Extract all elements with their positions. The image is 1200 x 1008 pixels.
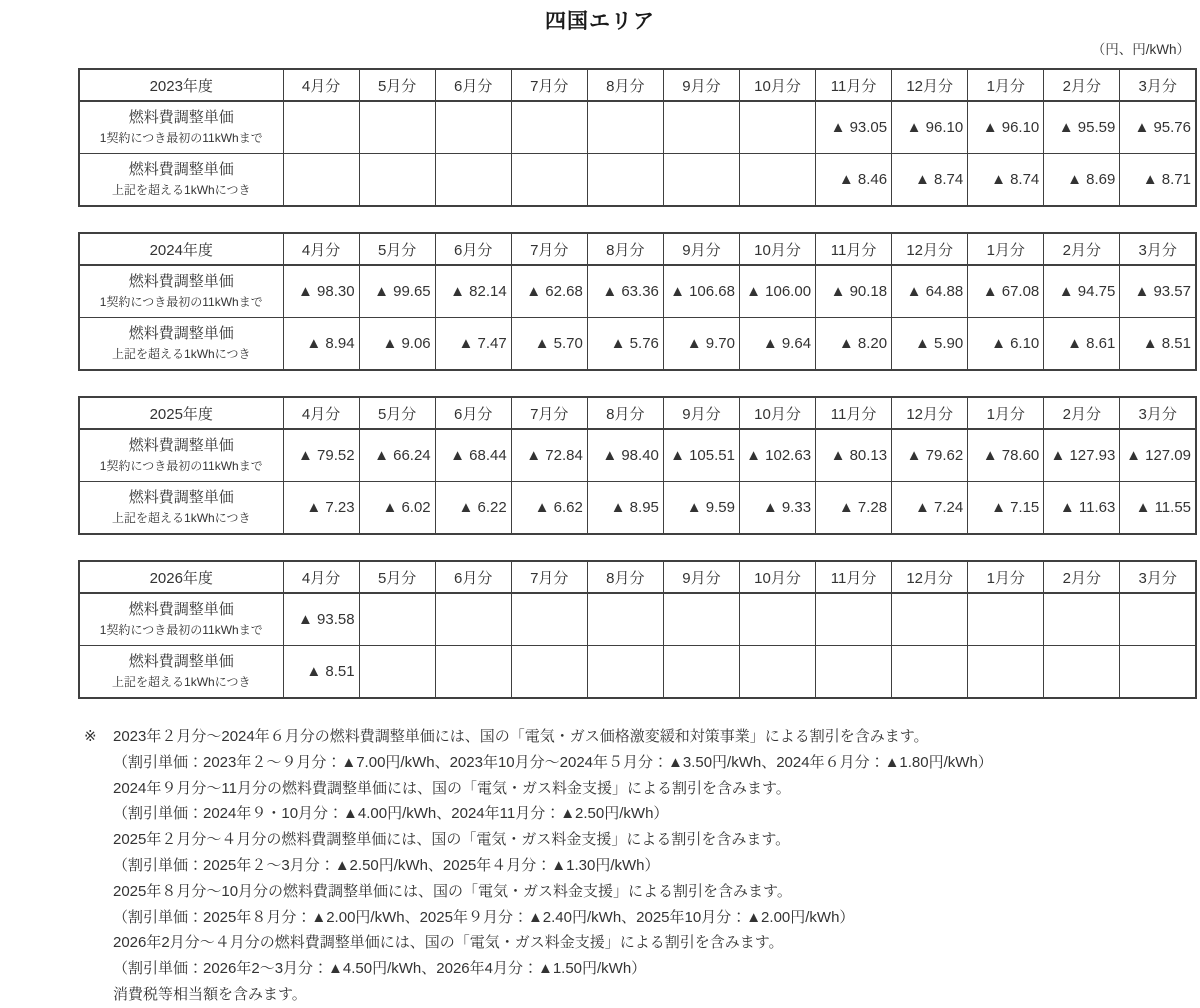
price-cell: ▲ 6.22: [435, 482, 511, 535]
price-cell: ▲ 5.70: [511, 318, 587, 371]
month-header: 10月分: [739, 397, 815, 429]
row-label-second-tier: [79, 318, 283, 371]
price-cell: ▲ 95.76: [1120, 101, 1196, 154]
price-cell: [663, 646, 739, 699]
month-header: 9月分: [663, 397, 739, 429]
month-header: 9月分: [663, 233, 739, 265]
row-label-second-tier: [79, 154, 283, 207]
month-header: 8月分: [587, 397, 663, 429]
price-cell: ▲ 98.40: [587, 429, 663, 482]
price-cell: ▲ 96.10: [968, 101, 1044, 154]
month-header: 10月分: [739, 69, 815, 101]
month-header: 4月分: [283, 233, 359, 265]
year-label: 2026年度: [79, 561, 283, 593]
price-cell: [587, 646, 663, 699]
price-cell: [587, 101, 663, 154]
price-cell: [739, 646, 815, 699]
price-cell: ▲ 96.10: [892, 101, 968, 154]
row-label-sub: 上記を超える1kWhにつき: [112, 675, 251, 689]
price-cell: ▲ 8.20: [816, 318, 892, 371]
price-cell: [435, 154, 511, 207]
row-label-main: 燃料費調整単価: [128, 437, 234, 454]
row-label-sub: 上記を超える1kWhにつき: [112, 347, 251, 361]
price-cell: ▲ 93.57: [1120, 265, 1196, 318]
footnote-line: （割引単価：2026年2～3月分：▲4.50円/kWh、2026年4月分：▲1.50円/kWh）: [113, 960, 647, 978]
footnote-line: 2025年２月分～４月分の燃料費調整単価には、国の「電気・ガス料金支援」による割引を含みます。: [113, 831, 791, 849]
price-cell: [511, 593, 587, 646]
price-cell: ▲ 7.47: [435, 318, 511, 371]
month-header: 1月分: [968, 397, 1044, 429]
price-cell: ▲ 72.84: [511, 429, 587, 482]
month-header: 1月分: [968, 233, 1044, 265]
price-cell: [435, 593, 511, 646]
month-header: 7月分: [511, 233, 587, 265]
month-header: 7月分: [511, 561, 587, 593]
price-cell: ▲ 62.68: [511, 265, 587, 318]
month-header: 11月分: [816, 397, 892, 429]
month-header: 3月分: [1120, 233, 1196, 265]
price-cell: [283, 101, 359, 154]
month-header: 8月分: [587, 561, 663, 593]
month-header: 7月分: [511, 69, 587, 101]
month-header: 5月分: [359, 397, 435, 429]
month-header: 11月分: [816, 69, 892, 101]
row-label-first-tier: [79, 101, 283, 154]
row-label-first-tier: [79, 593, 283, 646]
price-cell: ▲ 8.51: [1120, 318, 1196, 371]
row-label-sub: 1契約につき最初の11kWhまで: [99, 623, 263, 637]
month-header: 2月分: [1044, 397, 1120, 429]
row-label-sub: 1契約につき最初の11kWhまで: [99, 295, 263, 309]
price-cell: ▲ 6.10: [968, 318, 1044, 371]
price-cell: [663, 154, 739, 207]
month-header: 10月分: [739, 233, 815, 265]
year-label: 2023年度: [79, 69, 283, 101]
month-header: 11月分: [816, 561, 892, 593]
price-cell: [892, 646, 968, 699]
price-cell: ▲ 64.88: [892, 265, 968, 318]
price-cell: [511, 154, 587, 207]
price-cell: ▲ 106.68: [663, 265, 739, 318]
row-label-second-tier: [79, 482, 283, 535]
price-cell: ▲ 7.28: [816, 482, 892, 535]
price-cell: [739, 593, 815, 646]
price-cell: ▲ 93.58: [283, 593, 359, 646]
row-label-main: 燃料費調整単価: [128, 161, 234, 178]
price-cell: ▲ 7.24: [892, 482, 968, 535]
month-header: 8月分: [587, 233, 663, 265]
month-header: 6月分: [435, 397, 511, 429]
price-cell: ▲ 8.74: [892, 154, 968, 207]
price-cell: [1044, 646, 1120, 699]
month-header: 5月分: [359, 561, 435, 593]
price-cell: ▲ 67.08: [968, 265, 1044, 318]
unit-note: （円、円/kWh）: [1091, 42, 1190, 57]
row-label-main: 燃料費調整単価: [128, 601, 234, 618]
month-header: 2月分: [1044, 233, 1120, 265]
row-label-main: 燃料費調整単価: [128, 273, 234, 290]
month-header: 8月分: [587, 69, 663, 101]
price-cell: ▲ 127.09: [1120, 429, 1196, 482]
month-header: 3月分: [1120, 397, 1196, 429]
price-cell: ▲ 7.23: [283, 482, 359, 535]
row-label-first-tier: [79, 265, 283, 318]
price-cell: ▲ 8.46: [816, 154, 892, 207]
month-header: 1月分: [968, 561, 1044, 593]
price-cell: ▲ 6.62: [511, 482, 587, 535]
price-cell: [1120, 646, 1196, 699]
price-cell: ▲ 106.00: [739, 265, 815, 318]
price-cell: ▲ 11.55: [1120, 482, 1196, 535]
price-cell: ▲ 8.61: [1044, 318, 1120, 371]
price-cell: [739, 154, 815, 207]
price-cell: ▲ 8.94: [283, 318, 359, 371]
year-table: [78, 560, 1197, 699]
row-label-second-tier: [79, 646, 283, 699]
price-cell: ▲ 82.14: [435, 265, 511, 318]
footnote-marker: ※: [84, 728, 97, 745]
month-header: 12月分: [892, 561, 968, 593]
price-cell: ▲ 9.70: [663, 318, 739, 371]
price-cell: ▲ 95.59: [1044, 101, 1120, 154]
price-cell: [1120, 593, 1196, 646]
price-cell: ▲ 105.51: [663, 429, 739, 482]
price-cell: ▲ 8.69: [1044, 154, 1120, 207]
price-cell: [663, 593, 739, 646]
month-header: 12月分: [892, 233, 968, 265]
footnote-line: 2023年２月分～2024年６月分の燃料費調整単価には、国の「電気・ガス価格激変緩和対策事業」による割引を含みます。: [113, 728, 929, 745]
month-header: 12月分: [892, 397, 968, 429]
price-cell: ▲ 9.64: [739, 318, 815, 371]
price-cell: [283, 154, 359, 207]
price-cell: [816, 646, 892, 699]
price-cell: [1044, 593, 1120, 646]
fuel-adjustment-tables: [78, 68, 1197, 699]
price-cell: [359, 593, 435, 646]
price-cell: ▲ 9.33: [739, 482, 815, 535]
month-header: 9月分: [663, 69, 739, 101]
month-header: 6月分: [435, 233, 511, 265]
footnote-line: （割引単価：2024年９・10月分：▲4.00円/kWh、2024年11月分：▲2.50円/kWh）: [113, 805, 669, 823]
row-label-first-tier: [79, 429, 283, 482]
price-cell: ▲ 94.75: [1044, 265, 1120, 318]
price-cell: [359, 154, 435, 207]
year-label: 2024年度: [79, 233, 283, 265]
price-cell: ▲ 90.18: [816, 265, 892, 318]
footnote-line: 2025年８月分～10月分の燃料費調整単価には、国の「電気・ガス料金支援」による割引を含みます。: [113, 882, 792, 900]
year-label: 2025年度: [79, 397, 283, 429]
price-cell: [739, 101, 815, 154]
month-header: 2月分: [1044, 561, 1120, 593]
price-cell: ▲ 102.63: [739, 429, 815, 482]
price-cell: ▲ 79.52: [283, 429, 359, 482]
price-cell: [435, 101, 511, 154]
price-cell: [511, 646, 587, 699]
page-title: 四国エリア: [545, 10, 655, 33]
footnote-line: 消費税等相当額を含みます。: [113, 985, 307, 1003]
price-cell: [663, 101, 739, 154]
price-cell: ▲ 8.74: [968, 154, 1044, 207]
year-table: [78, 232, 1197, 371]
price-cell: [587, 593, 663, 646]
month-header: 11月分: [816, 233, 892, 265]
price-cell: ▲ 5.90: [892, 318, 968, 371]
price-cell: ▲ 127.93: [1044, 429, 1120, 482]
price-cell: ▲ 5.76: [587, 318, 663, 371]
row-label-main: 燃料費調整単価: [128, 489, 234, 506]
footnote-line: （割引単価：2025年２～3月分：▲2.50円/kWh、2025年４月分：▲1.30円/kWh）: [113, 856, 660, 874]
price-cell: ▲ 11.63: [1044, 482, 1120, 535]
price-cell: ▲ 6.02: [359, 482, 435, 535]
price-cell: ▲ 79.62: [892, 429, 968, 482]
price-cell: ▲ 80.13: [816, 429, 892, 482]
month-header: 3月分: [1120, 561, 1196, 593]
footnote-line: 2026年2月分～４月分の燃料費調整単価には、国の「電気・ガス料金支援」による割引を含みます。: [113, 934, 784, 952]
price-cell: ▲ 63.36: [587, 265, 663, 318]
month-header: 5月分: [359, 69, 435, 101]
footnote-lines: [113, 724, 1193, 1008]
month-header: 6月分: [435, 69, 511, 101]
price-cell: ▲ 78.60: [968, 429, 1044, 482]
row-label-sub: 上記を超える1kWhにつき: [112, 183, 251, 197]
month-header: 10月分: [739, 561, 815, 593]
price-cell: ▲ 8.71: [1120, 154, 1196, 207]
month-header: 12月分: [892, 69, 968, 101]
month-header: 2月分: [1044, 69, 1120, 101]
price-cell: [968, 593, 1044, 646]
footnote-line: （割引単価：2025年８月分：▲2.00円/kWh、2025年９月分：▲2.40円/kWh、2025年10月分：▲2.00円/kWh）: [113, 908, 855, 926]
price-cell: ▲ 68.44: [435, 429, 511, 482]
row-label-main: 燃料費調整単価: [128, 653, 234, 670]
price-cell: [359, 646, 435, 699]
month-header: 3月分: [1120, 69, 1196, 101]
row-label-sub: 1契約につき最初の11kWhまで: [99, 459, 263, 473]
row-label-main: 燃料費調整単価: [128, 109, 234, 126]
price-cell: [892, 593, 968, 646]
price-cell: ▲ 9.59: [663, 482, 739, 535]
price-cell: ▲ 9.06: [359, 318, 435, 371]
price-cell: [435, 646, 511, 699]
month-header: 6月分: [435, 561, 511, 593]
price-cell: [587, 154, 663, 207]
month-header: 4月分: [283, 397, 359, 429]
row-label-sub: 1契約につき最初の11kWhまで: [99, 131, 263, 145]
price-cell: ▲ 98.30: [283, 265, 359, 318]
month-header: 7月分: [511, 397, 587, 429]
price-cell: ▲ 8.95: [587, 482, 663, 535]
month-header: 9月分: [663, 561, 739, 593]
price-cell: ▲ 66.24: [359, 429, 435, 482]
price-cell: ▲ 8.51: [283, 646, 359, 699]
price-cell: [968, 646, 1044, 699]
price-cell: ▲ 93.05: [816, 101, 892, 154]
month-header: 5月分: [359, 233, 435, 265]
price-cell: [816, 593, 892, 646]
footnotes: [78, 724, 1193, 1008]
month-header: 1月分: [968, 69, 1044, 101]
month-header: 4月分: [283, 69, 359, 101]
price-cell: [359, 101, 435, 154]
row-label-main: 燃料費調整単価: [128, 325, 234, 342]
footnote-line: （割引単価：2023年２～９月分：▲7.00円/kWh、2023年10月分～2024年５月分：▲3.50円/kWh、2024年６月分：▲1.80円/kWh）: [113, 753, 993, 771]
price-cell: [511, 101, 587, 154]
year-table: [78, 68, 1197, 207]
price-cell: ▲ 99.65: [359, 265, 435, 318]
footnote-line: 2024年９月分～11月分の燃料費調整単価には、国の「電気・ガス料金支援」による割引を含みます。: [113, 779, 791, 797]
price-cell: ▲ 7.15: [968, 482, 1044, 535]
month-header: 4月分: [283, 561, 359, 593]
row-label-sub: 上記を超える1kWhにつき: [112, 511, 251, 525]
year-table: [78, 396, 1197, 535]
